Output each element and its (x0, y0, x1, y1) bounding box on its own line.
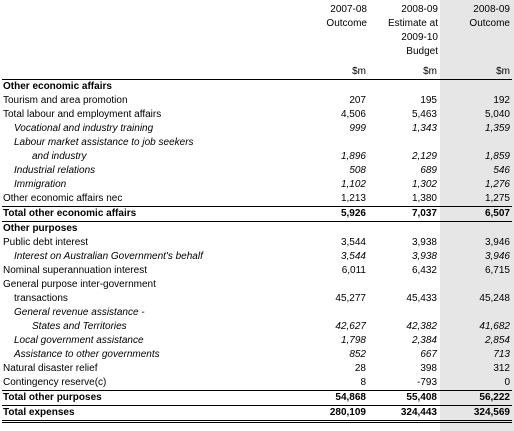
cell-value: 324,443 (368, 406, 439, 422)
table-row (2, 406, 512, 422)
cell-value (368, 278, 439, 292)
unit-label: $m (368, 65, 439, 80)
row-label: Total other purposes (2, 391, 299, 406)
row-label: Total labour and employment affairs (3, 109, 162, 120)
cell-value: 1,896 (340, 151, 366, 162)
cell-value: 1,102 (340, 179, 366, 190)
row-label: General revenue assistance - (14, 307, 145, 318)
col1-type: Outcome (326, 18, 367, 29)
row-label: transactions (14, 293, 68, 304)
table-row (2, 292, 512, 306)
cell-value: 1,359 (484, 123, 510, 134)
cell-value: 1,213 (340, 193, 366, 204)
cell-value: 6,715 (484, 265, 510, 276)
col2-budget: Budget (406, 46, 438, 57)
cell-value: 1,380 (411, 193, 437, 204)
cell-value (368, 80, 439, 95)
row-label: States and Territories (32, 321, 127, 332)
row-label: Industrial relations (14, 165, 96, 176)
cell-value (439, 80, 512, 95)
cell-value: 6,432 (411, 265, 437, 276)
cell-value: 45,277 (335, 293, 366, 304)
row-label: Natural disaster relief (3, 363, 98, 374)
row-label: Public debt interest (3, 237, 89, 248)
cell-value (299, 80, 368, 95)
cell-value: 999 (349, 123, 366, 134)
table-row (2, 320, 512, 334)
table-row (2, 334, 512, 348)
cell-value: 2,854 (484, 335, 510, 346)
cell-value: 42,627 (335, 321, 366, 332)
cell-value: 5,926 (299, 207, 368, 222)
cell-value: 2,129 (411, 151, 437, 162)
cell-value: 667 (420, 349, 437, 360)
cell-value: 508 (349, 165, 366, 176)
cell-value: 280,109 (299, 406, 368, 422)
cell-value: 41,682 (479, 321, 510, 332)
table-row (2, 164, 512, 178)
cell-value: 55,408 (368, 391, 439, 406)
row-label: Total other economic affairs (2, 207, 299, 222)
col1-year: 2007-08 (330, 4, 367, 15)
cell-value: 3,938 (411, 251, 437, 262)
cell-value: 3,938 (411, 237, 437, 248)
table-header (2, 3, 512, 80)
table-row (2, 306, 512, 320)
cell-value: 3,544 (340, 251, 366, 262)
row-label: Other economic affairs nec (3, 193, 123, 204)
expenses-table (2, 3, 512, 423)
cell-value: 1,275 (484, 193, 510, 204)
cell-value: 7,037 (368, 207, 439, 222)
cell-value (299, 278, 368, 292)
cell-value: 54,868 (299, 391, 368, 406)
table-row (2, 122, 512, 136)
table-row (2, 264, 512, 278)
cell-value: -793 (416, 377, 437, 388)
row-label: Contingency reserve(c) (3, 377, 107, 388)
table-row (2, 222, 512, 237)
row-label: Immigration (14, 179, 67, 190)
row-label: General purpose inter-government (3, 279, 156, 290)
cell-value: 324,569 (439, 406, 512, 422)
cell-value (439, 306, 512, 320)
cell-value (299, 222, 368, 237)
unit-label: $m (439, 65, 512, 80)
unit-label: $m (299, 65, 368, 80)
row-label: Other economic affairs (3, 81, 112, 92)
col3-year: 2008-09 (473, 4, 510, 15)
table-row (2, 376, 512, 391)
table-row (2, 150, 512, 164)
cell-value: 42,382 (406, 321, 437, 332)
row-label: Nominal superannuation interest (3, 265, 147, 276)
cell-value: 192 (493, 95, 510, 106)
col2-year: 2008-09 (401, 4, 438, 15)
col2-budget-year: 2009-10 (401, 32, 438, 43)
cell-value: 8 (360, 377, 366, 388)
table-row (2, 192, 512, 207)
cell-value: 3,946 (484, 251, 510, 262)
table-row (2, 236, 512, 250)
table-row (2, 178, 512, 192)
cell-value: 1,859 (484, 151, 510, 162)
table-row (2, 94, 512, 108)
cell-value: 3,946 (484, 237, 510, 248)
cell-value (439, 222, 512, 237)
cell-value: 28 (354, 363, 366, 374)
row-label: Other purposes (2, 222, 299, 237)
cell-value: 6,011 (341, 265, 366, 276)
cell-value: 3,544 (340, 237, 366, 248)
cell-value: 312 (493, 363, 510, 374)
row-label: Tourism and area promotion (3, 95, 128, 106)
table-row (2, 108, 512, 122)
row-label: Interest on Australian Government's behalf (14, 251, 203, 262)
cell-value: 2,384 (411, 335, 437, 346)
row-label: Local government assistance (14, 335, 144, 346)
cell-value (368, 222, 439, 237)
cell-value: 546 (493, 165, 510, 176)
cell-value: 852 (349, 349, 366, 360)
col3-type: Outcome (469, 18, 510, 29)
row-label: Total expenses (2, 406, 299, 422)
cell-value: 713 (493, 349, 510, 360)
table-row (2, 391, 512, 406)
cell-value: 45,433 (406, 293, 437, 304)
cell-value (368, 306, 439, 320)
table-row (2, 278, 512, 292)
cell-value: 1,343 (411, 123, 437, 134)
row-label: and industry (32, 151, 87, 162)
row-label: Assistance to other governments (14, 349, 160, 360)
row-label: Labour market assistance to job seekers (14, 137, 194, 148)
table-row (2, 136, 512, 150)
table-row (2, 207, 512, 222)
cell-value: 195 (420, 95, 437, 106)
cell-value: 56,222 (439, 391, 512, 406)
cell-value (439, 278, 512, 292)
cell-value: 689 (420, 165, 437, 176)
cell-value: 5,463 (411, 109, 437, 120)
cell-value: 1,276 (484, 179, 510, 190)
cell-value: 4,506 (340, 109, 366, 120)
cell-value: 5,040 (484, 109, 510, 120)
table-row (2, 80, 512, 95)
cell-value (439, 136, 512, 150)
cell-value (368, 136, 439, 150)
table-row (2, 362, 512, 376)
cell-value (299, 136, 368, 150)
table-body (2, 80, 512, 422)
cell-value: 1,302 (411, 179, 437, 190)
cell-value: 6,507 (439, 207, 512, 222)
cell-value: 0 (504, 377, 510, 388)
row-label: Vocational and industry training (14, 123, 154, 134)
table-row (2, 348, 512, 362)
table-row (2, 250, 512, 264)
cell-value: 45,248 (479, 293, 510, 304)
col2-type: Estimate at (387, 18, 438, 29)
cell-value: 1,798 (340, 335, 366, 346)
cell-value: 207 (349, 95, 366, 106)
cell-value: 398 (420, 363, 437, 374)
cell-value (299, 306, 368, 320)
